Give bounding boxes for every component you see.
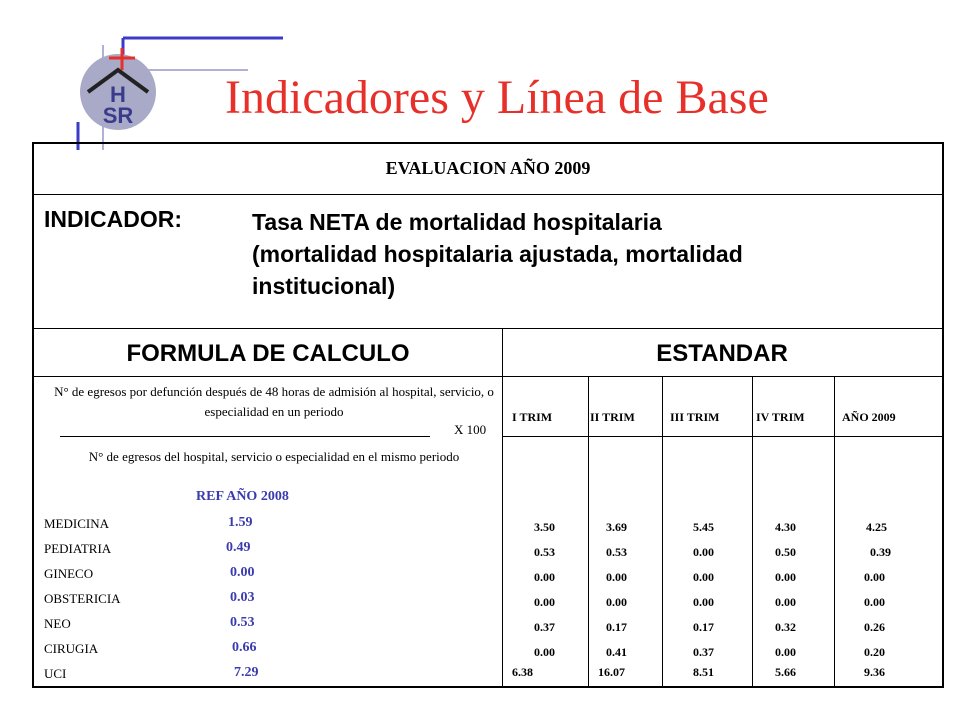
- cell-value: 5.66: [775, 665, 796, 679]
- column-divider: [752, 376, 753, 688]
- cell-value: 9.36: [864, 665, 885, 679]
- evaluation-year: EVALUACION AÑO 2009: [385, 158, 591, 178]
- page-title: Indicadores y Línea de Base: [225, 71, 769, 124]
- reference-value: 0.66: [232, 640, 257, 655]
- cell-value: 0.53: [606, 545, 627, 559]
- indicator-line: (mortalidad hospitalaria ajustada, mortalidad: [252, 241, 743, 267]
- cell-value: 0.00: [693, 570, 714, 584]
- cell-value: 0.00: [534, 595, 555, 609]
- column-divider: [502, 328, 503, 688]
- cell-value: 0.00: [775, 570, 796, 584]
- cell-value: 0.17: [693, 620, 714, 634]
- divider: [34, 376, 942, 377]
- reference-value: 7.29: [234, 665, 259, 680]
- formula-denominator: N° de egresos del hospital, servicio o especialidad en el mismo periodo: [88, 449, 460, 464]
- cell-value: 8.51: [693, 665, 714, 679]
- service-name: PEDIATRIA: [44, 541, 112, 556]
- divider: [34, 328, 942, 329]
- indicator-description: [252, 206, 932, 302]
- cell-value: 0.39: [870, 545, 891, 559]
- column-header-year: AÑO 2009: [842, 410, 896, 424]
- cell-value: 0.00: [534, 645, 555, 659]
- column-divider: [834, 376, 835, 688]
- cell-value: 0.00: [775, 645, 796, 659]
- cell-value: 0.37: [693, 645, 714, 659]
- service-name: MEDICINA: [44, 516, 109, 531]
- cell-value: 0.50: [775, 545, 796, 559]
- cell-value: 0.32: [775, 620, 796, 634]
- reference-value: 0.00: [230, 565, 255, 580]
- cell-value: 0.00: [864, 570, 885, 584]
- divider: [502, 436, 942, 437]
- reference-value: 0.49: [226, 540, 251, 555]
- divider: [34, 194, 942, 195]
- cell-value: 0.00: [534, 570, 555, 584]
- formula-header: FORMULA DE CALCULO: [126, 340, 410, 367]
- column-header-q2: II TRIM: [590, 410, 635, 424]
- indicator-line: Tasa NETA de mortalidad hospitalaria: [252, 209, 662, 235]
- formula-multiplier: X 100: [454, 422, 487, 437]
- service-name: UCI: [44, 666, 67, 681]
- cell-value: 0.00: [606, 595, 627, 609]
- service-name: GINECO: [44, 566, 94, 581]
- cell-value: 0.00: [864, 595, 885, 609]
- column-divider: [588, 376, 589, 688]
- column-header-q4: IV TRIM: [756, 410, 805, 424]
- standard-header: ESTANDAR: [656, 340, 788, 367]
- service-name: CIRUGIA: [44, 641, 99, 656]
- reference-year-header: REF AÑO 2008: [196, 489, 289, 504]
- cell-value: 4.30: [775, 520, 796, 534]
- cell-value: 0.00: [693, 545, 714, 559]
- cell-value: 0.53: [534, 545, 555, 559]
- cell-value: 0.41: [606, 645, 627, 659]
- column-header-q3: III TRIM: [670, 410, 720, 424]
- indicator-line: institucional): [252, 273, 396, 299]
- cell-value: 5.45: [693, 520, 714, 534]
- indicator-label: INDICADOR:: [44, 206, 182, 232]
- cell-value: 0.37: [534, 620, 555, 634]
- logo-letters-sr: SR: [102, 103, 134, 128]
- cell-value: 3.50: [534, 520, 555, 534]
- cell-value: 4.25: [866, 520, 887, 534]
- column-divider: [662, 376, 663, 688]
- cell-value: 6.38: [512, 665, 533, 679]
- reference-value: 1.59: [228, 515, 253, 530]
- service-name: NEO: [44, 616, 71, 631]
- reference-value: 0.03: [230, 590, 255, 605]
- column-header-q1: I TRIM: [512, 410, 553, 424]
- cell-value: 3.69: [606, 520, 627, 534]
- service-name: OBSTERICIA: [44, 591, 121, 606]
- reference-value: 0.53: [230, 615, 255, 630]
- cell-value: 0.00: [693, 595, 714, 609]
- fraction-line: [60, 436, 430, 437]
- indicator-table: [32, 142, 944, 688]
- cell-value: 0.00: [775, 595, 796, 609]
- logo-letter-h: H: [110, 82, 126, 107]
- cell-value: 0.00: [606, 570, 627, 584]
- cell-value: 0.20: [864, 645, 885, 659]
- cell-value: 16.07: [598, 665, 625, 679]
- cell-value: 0.17: [606, 620, 627, 634]
- formula-numerator: N° de egresos por defunción después de 48 horas de admisión al hospital, servicio, o especialidad en un periodo: [54, 384, 494, 419]
- cell-value: 0.26: [864, 620, 885, 634]
